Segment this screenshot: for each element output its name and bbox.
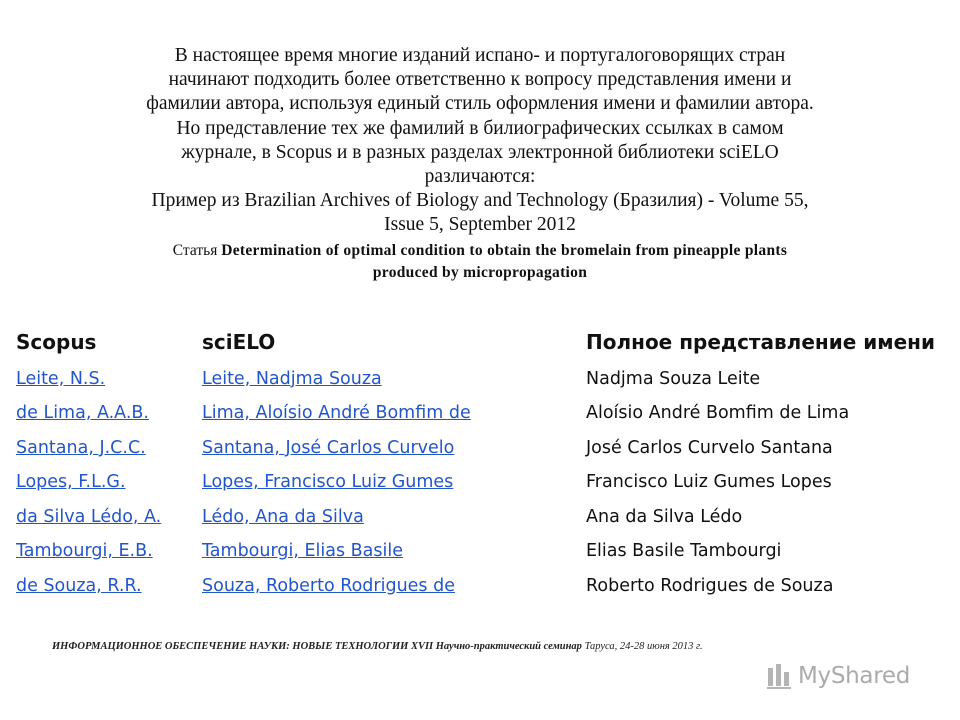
article-title-line1: Determination of optimal condition to obtain the bromelain from pineapple plants	[221, 241, 788, 259]
intro-line: Но представление тех же фамилий в билиографических ссылках в самом	[176, 117, 784, 139]
table-row	[14, 537, 954, 572]
table-row	[14, 503, 954, 538]
watermark-text: MyShared	[798, 663, 911, 689]
intro-line: начинают подходить более ответственно к вопросу представления имени и	[168, 69, 792, 91]
article-title-line2: produced by micropropagation	[372, 263, 588, 281]
full-author-name: José Carlos Curvelo Santana	[586, 437, 833, 458]
scielo-author-link[interactable]: Souza, Roberto Rodrigues de	[202, 575, 455, 596]
seminar-footer	[52, 641, 902, 652]
full-author-name: Elias Basile Tambourgi	[586, 541, 782, 561]
scopus-author-link[interactable]: Tambourgi, E.B.	[16, 541, 153, 561]
footer-place: Таруса, 24-28 июня 2013 г.	[584, 641, 703, 652]
table-row	[14, 434, 954, 469]
scopus-author-link[interactable]: Santana, J.C.C.	[16, 437, 146, 458]
header-scopus: Scopus	[16, 330, 97, 354]
myshared-watermark	[766, 660, 910, 692]
scopus-author-link[interactable]: Leite, N.S.	[16, 368, 106, 389]
scopus-author-link[interactable]: de Souza, R.R.	[16, 575, 142, 596]
example-source	[40, 189, 920, 237]
intro-line: журнале, в Scopus и в разных разделах электронной библиотеки sciELO	[181, 141, 779, 163]
header-full-name: Полное представление имени	[586, 330, 935, 354]
table-row	[14, 365, 954, 400]
table-row	[14, 468, 954, 503]
intro-line: различаются:	[424, 166, 536, 188]
header-scielo: sciELO	[202, 330, 276, 354]
full-author-name: Aloísio André Bomfim de Lima	[586, 403, 850, 423]
intro-text-block	[40, 44, 920, 284]
table-header-row	[14, 330, 954, 365]
scopus-author-link[interactable]: Lopes, F.L.G.	[16, 472, 126, 492]
myshared-logo-icon	[766, 662, 792, 690]
scielo-author-link[interactable]: Tambourgi, Elias Basile	[202, 541, 403, 561]
full-author-name: Ana da Silva Lédo	[586, 506, 743, 527]
full-author-name: Nadjma Souza Leite	[586, 368, 761, 389]
footer-main: ИНФОРМАЦИОННОЕ ОБЕСПЕЧЕНИЕ НАУКИ: НОВЫЕ ТЕХНОЛОГИИ XVII	[52, 641, 434, 652]
scopus-author-link[interactable]: de Lima, A.A.B.	[16, 403, 149, 423]
scielo-author-link[interactable]: Leite, Nadjma Souza	[202, 368, 382, 389]
article-citation	[40, 240, 920, 284]
full-author-name: Francisco Luiz Gumes Lopes	[586, 472, 832, 492]
article-prefix: Статья	[172, 241, 218, 259]
intro-line: В настоящее время многие изданий испано- и португалоговорящих стран	[174, 45, 786, 66]
footer-rest: Научно-практический семинар	[435, 641, 582, 652]
table-row	[14, 399, 954, 434]
scopus-author-link[interactable]: da Silva Lédo, A.	[16, 506, 162, 527]
scielo-author-link[interactable]: Santana, José Carlos Curvelo	[202, 437, 455, 458]
scielo-author-link[interactable]: Lopes, Francisco Luiz Gumes	[202, 472, 454, 492]
author-names-table	[14, 330, 954, 606]
scielo-author-link[interactable]: Lima, Aloísio André Bomfim de	[202, 403, 471, 423]
table-row	[14, 572, 954, 607]
example-line: Пример из Brazilian Archives of Biology and Technology (Бразилия) - Volume 55,	[151, 190, 809, 212]
intro-line: фамилии автора, используя единый стиль оформления имени и фамилии автора.	[146, 93, 814, 115]
scielo-author-link[interactable]: Lédo, Ana da Silva	[202, 506, 364, 527]
example-line: Issue 5, September 2012	[384, 214, 576, 236]
full-author-name: Roberto Rodrigues de Souza	[586, 575, 834, 596]
